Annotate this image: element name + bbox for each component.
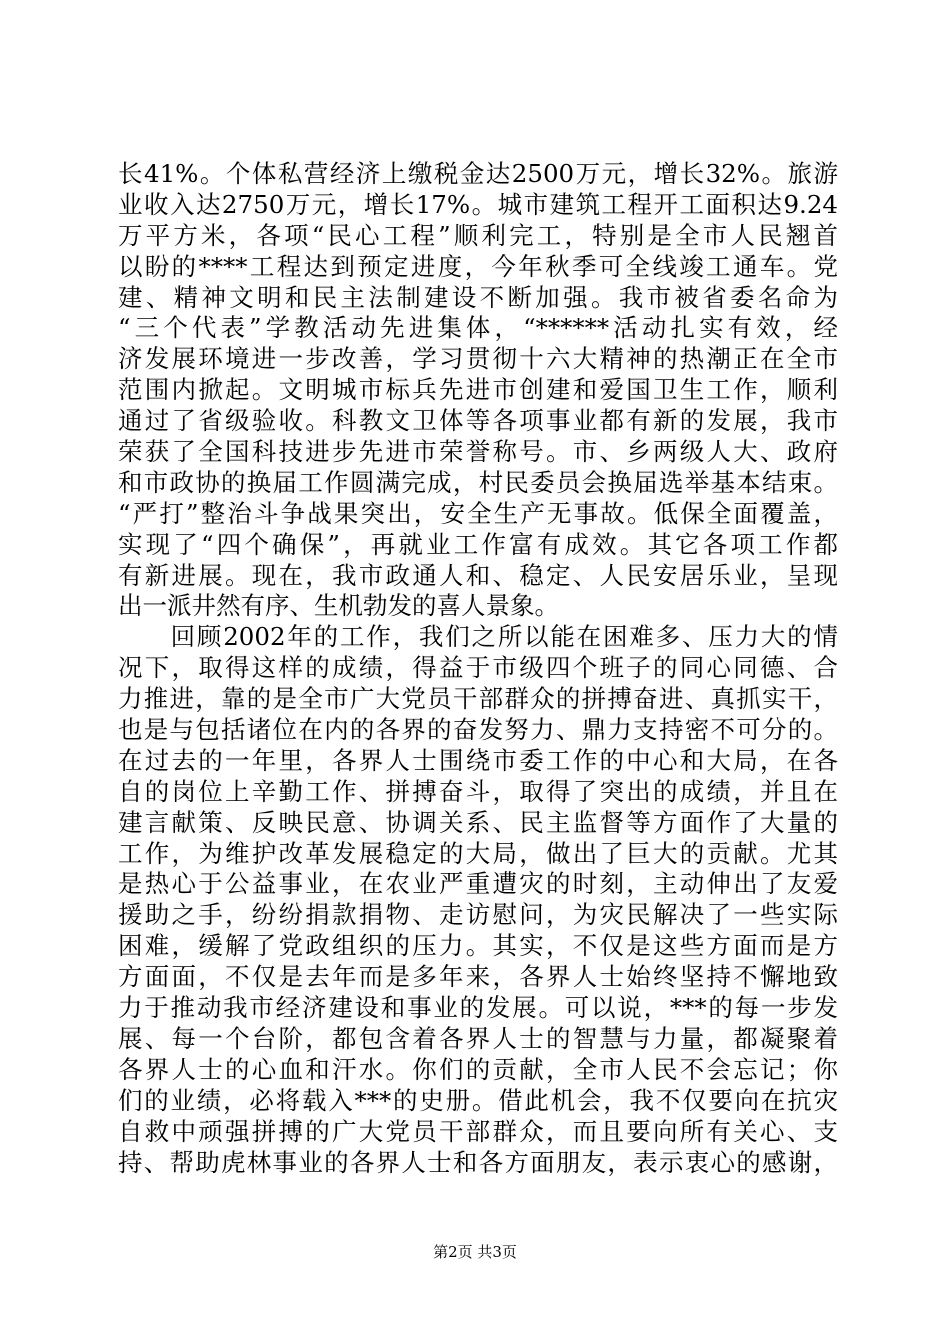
text-line: 们的业绩，必将载入***的史册。借此机会，我不仅要向在抗灾 bbox=[118, 1085, 838, 1115]
text-line: 也是与包括诸位在内的各界的奋发努力、鼎力支持密不可分的。 bbox=[118, 715, 838, 745]
text-line: “三个代表”学教活动先进集体，“******活动扎实有效，经 bbox=[118, 313, 838, 343]
text-line: 方面面，不仅是去年而是多年来，各界人士始终坚持不懈地致 bbox=[118, 962, 838, 992]
text-line: 万平方米，各项“民心工程”顺利完工，特别是全市人民翘首 bbox=[118, 220, 838, 250]
body-text bbox=[118, 159, 838, 1178]
text-line: 荣获了全国科技进步先进市荣誉称号。市、乡两级人大、政府 bbox=[118, 437, 838, 467]
text-line: 和市政协的换届工作圆满完成，村民委员会换届选举基本结束。 bbox=[118, 467, 838, 497]
text-line: 建、精神文明和民主法制建设不断加强。我市被省委名命为 bbox=[118, 282, 838, 312]
text-line: “严打”整治斗争战果突出，安全生产无事故。低保全面覆盖， bbox=[118, 498, 838, 528]
text-line: 困难，缓解了党政组织的压力。其实，不仅是这些方面而是方 bbox=[118, 931, 838, 961]
text-line: 是热心于公益事业，在农业严重遭灾的时刻，主动伸出了友爱 bbox=[118, 869, 838, 899]
text-line: 出一派井然有序、生机勃发的喜人景象。 bbox=[118, 591, 559, 621]
text-line: 各界人士的心血和汗水。你们的贡献，全市人民不会忘记；你 bbox=[118, 1054, 838, 1084]
text-line: 工作，为维护改革发展稳定的大局，做出了巨大的贡献。尤其 bbox=[118, 838, 838, 868]
text-line: 展、每一个台阶，都包含着各界人士的智慧与力量，都凝聚着 bbox=[118, 1023, 838, 1053]
text-line: 持、帮助虎林事业的各界人士和各方面朋友，表示衷心的感谢， bbox=[118, 1147, 838, 1177]
text-line: 实现了“四个确保”，再就业工作富有成效。其它各项工作都 bbox=[118, 529, 838, 559]
text-line: 回顾2002年的工作，我们之所以能在困难多、压力大的情 bbox=[118, 622, 838, 652]
text-line: 长41%。个体私营经济上缴税金达2500万元，增长32%。旅游 bbox=[118, 159, 838, 188]
text-line: 范围内掀起。文明城市标兵先进市创建和爱国卫生工作，顺利 bbox=[118, 375, 838, 405]
text-line: 自的岗位上辛勤工作、拼搏奋斗，取得了突出的成绩，并且在 bbox=[118, 776, 838, 806]
text-line: 济发展环境进一步改善，学习贯彻十六大精神的热潮正在全市 bbox=[118, 344, 838, 374]
text-line: 况下，取得这样的成绩，得益于市级四个班子的同心同德、合 bbox=[118, 653, 838, 683]
text-line: 援助之手，纷纷捐款捐物、走访慰问，为灾民解决了一些实际 bbox=[118, 900, 838, 930]
text-line: 建言献策、反映民意、协调关系、民主监督等方面作了大量的 bbox=[118, 807, 838, 837]
text-line: 在过去的一年里，各界人士围绕市委工作的中心和大局，在各 bbox=[118, 745, 838, 775]
page-indicator: 第2页 共3页 bbox=[433, 1243, 517, 1261]
text-line: 自救中顽强拼搏的广大党员干部群众，而且要向所有关心、支 bbox=[118, 1116, 838, 1146]
page-footer bbox=[0, 1242, 950, 1262]
text-line: 以盼的****工程达到预定进度，今年秋季可全线竣工通车。党 bbox=[118, 251, 838, 281]
text-line: 力于推动我市经济建设和事业的发展。可以说，***的每一步发 bbox=[118, 993, 838, 1023]
text-line: 有新进展。现在，我市政通人和、稳定、人民安居乐业，呈现 bbox=[118, 560, 838, 590]
text-line: 通过了省级验收。科教文卫体等各项事业都有新的发展，我市 bbox=[118, 406, 838, 436]
text-line: 业收入达2750万元，增长17%。城市建筑工程开工面积达9.24 bbox=[118, 189, 838, 219]
text-line: 力推进，靠的是全市广大党员干部群众的拼搏奋进、真抓实干， bbox=[118, 684, 838, 714]
